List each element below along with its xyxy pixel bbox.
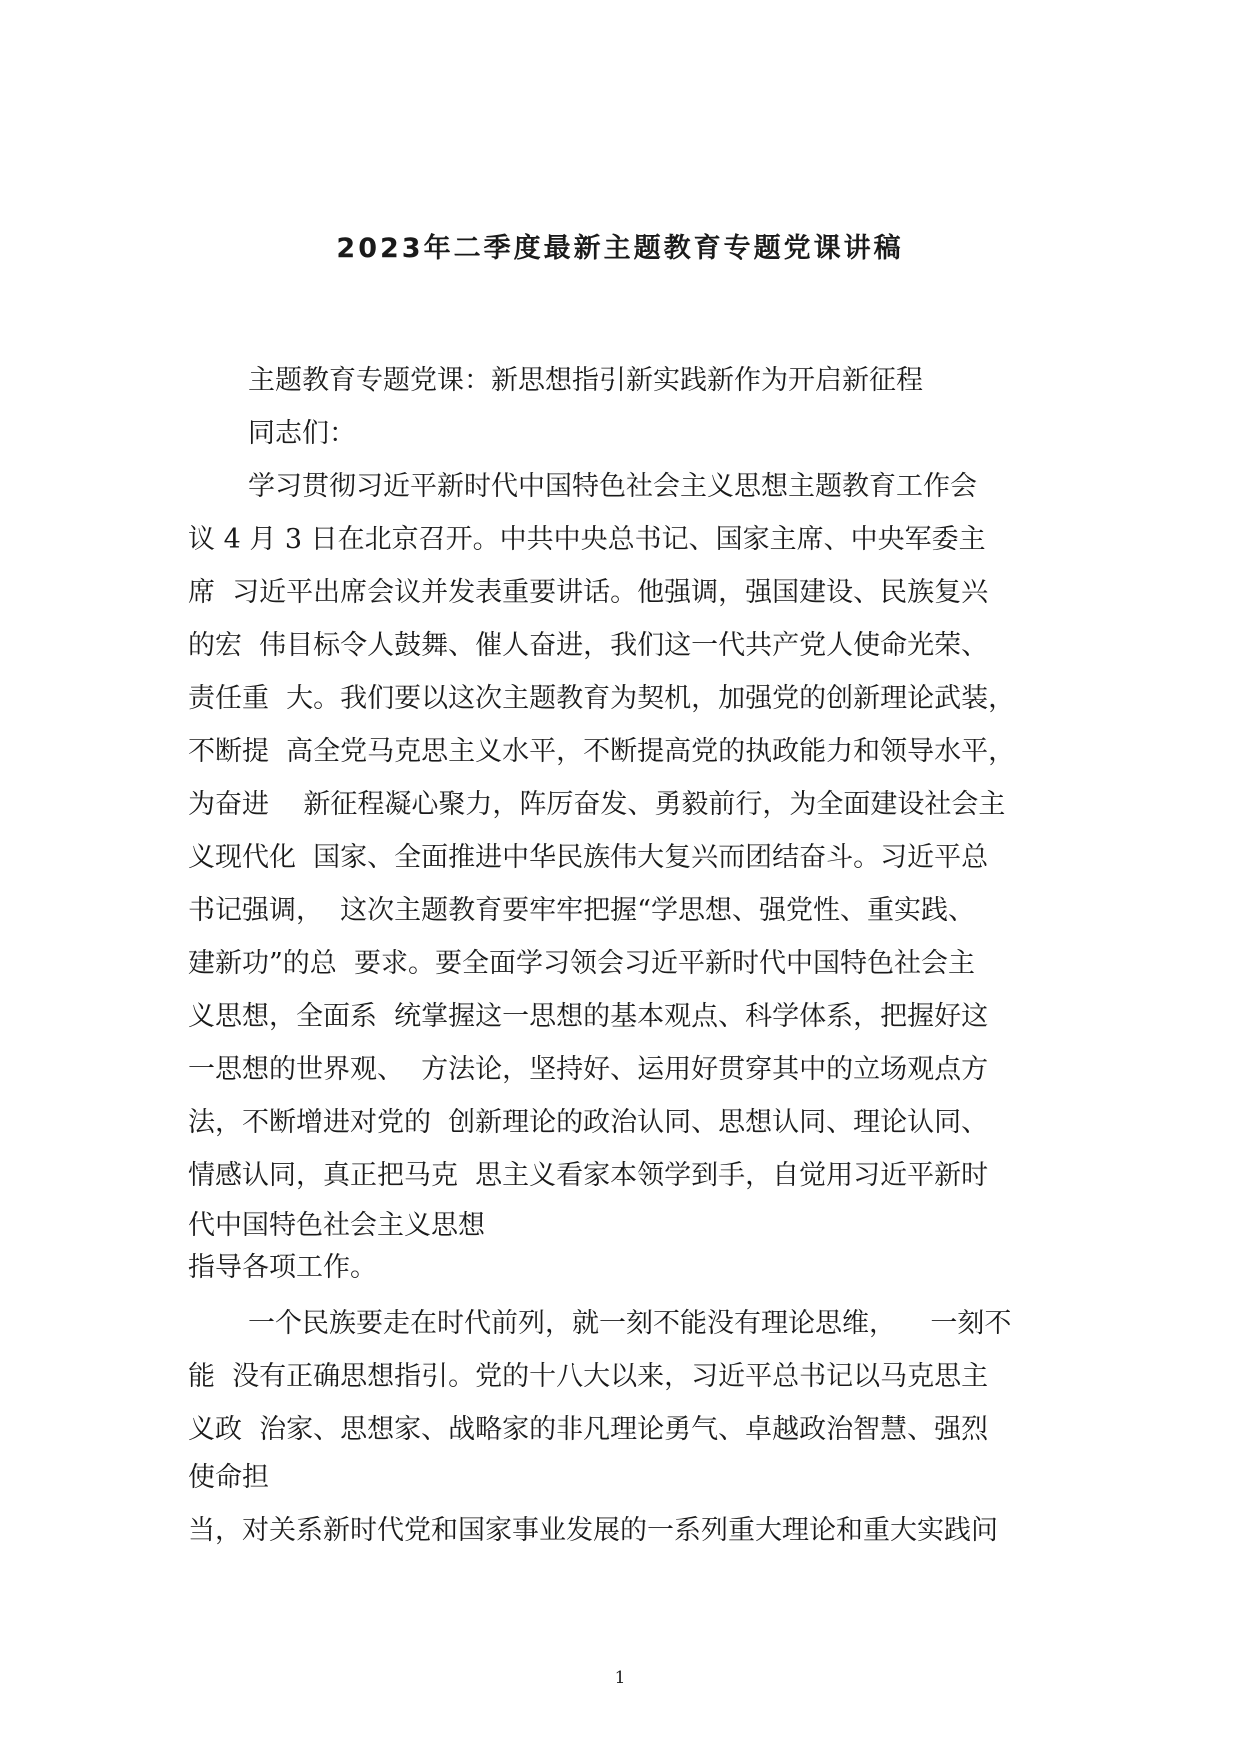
paragraph-1-line-10: 建新功”的总 要求。要全面学习领会习近平新时代中国特色社会主 <box>188 948 975 979</box>
document-title: 2023年二季度最新主题教育专题党课讲稿 <box>336 233 904 264</box>
paragraph-1-line-6: 不断提 高全党马克思主义水平，不断提高党的执政能力和领导水平， <box>188 736 1016 767</box>
paragraph-2-line-1: 一个民族要走在时代前列，就一刻不能没有理论思维， 一刻不 <box>248 1308 1012 1339</box>
paragraph-1-line-1: 学习贯彻习近平新时代中国特色社会主义思想主题教育工作会 <box>248 471 977 502</box>
paragraph-1-line-4: 的宏 伟目标令人鼓舞、催人奋进，我们这一代共产党人使命光荣、 <box>188 630 989 661</box>
paragraph-2-line-5: 当，对关系新时代党和国家事业发展的一系列重大理论和重大实践问 <box>188 1515 998 1546</box>
paragraph-2-line-3: 义政 治家、思想家、战略家的非凡理论勇气、卓越政治智慧、强烈 <box>188 1414 989 1445</box>
paragraph-1-line-13: 法，不断增进对党的 创新理论的政治认同、思想认同、理论认同、 <box>188 1107 989 1138</box>
paragraph-1-line-12: 一思想的世界观、 方法论，坚持好、运用好贯穿其中的立场观点方 <box>188 1054 989 1085</box>
page-number: 1 <box>614 1668 626 1688</box>
paragraph-1-line-7: 为奋进 新征程凝心聚力，阵厉奋发、勇毅前行，为全面建设社会主 <box>188 789 1006 820</box>
paragraph-1-line-11: 义思想，全面系 统掌握这一思想的基本观点、科学体系，把握好这 <box>188 1001 989 1032</box>
paragraph-1-line-14: 情感认同，真正把马克 思主义看家本领学到手，自觉用习近平新时 <box>188 1160 989 1191</box>
paragraph-1-line-9: 书记强调， 这次主题教育要牢牢把握“学思想、强党性、重实践、 <box>188 895 975 926</box>
paragraph-1-line-8: 义现代化 国家、全面推进中华民族伟大复兴而团结奋斗。习近平总 <box>188 842 989 873</box>
paragraph-1-line-3: 席 习近平出席会议并发表重要讲话。他强调，强国建设、民族复兴 <box>188 577 989 608</box>
subtitle: 主题教育专题党课：新思想指引新实践新作为开启新征程 <box>248 365 923 396</box>
paragraph-1-line-15: 代中国特色社会主义思想 <box>188 1210 485 1241</box>
paragraph-2-line-2: 能 没有正确思想指引。党的十八大以来，习近平总书记以马克思主 <box>188 1361 989 1392</box>
paragraph-1-line-16: 指导各项工作。 <box>188 1252 377 1283</box>
paragraph-1-line-5: 责任重 大。我们要以这次主题教育为契机，加强党的创新理论武装， <box>188 683 1016 714</box>
greeting: 同志们： <box>248 418 356 449</box>
paragraph-1-line-2: 议 4 月 3 日在北京召开。中共中央总书记、国家主席、中央军委主 <box>188 524 986 555</box>
paragraph-2-line-4: 使命担 <box>188 1462 269 1493</box>
